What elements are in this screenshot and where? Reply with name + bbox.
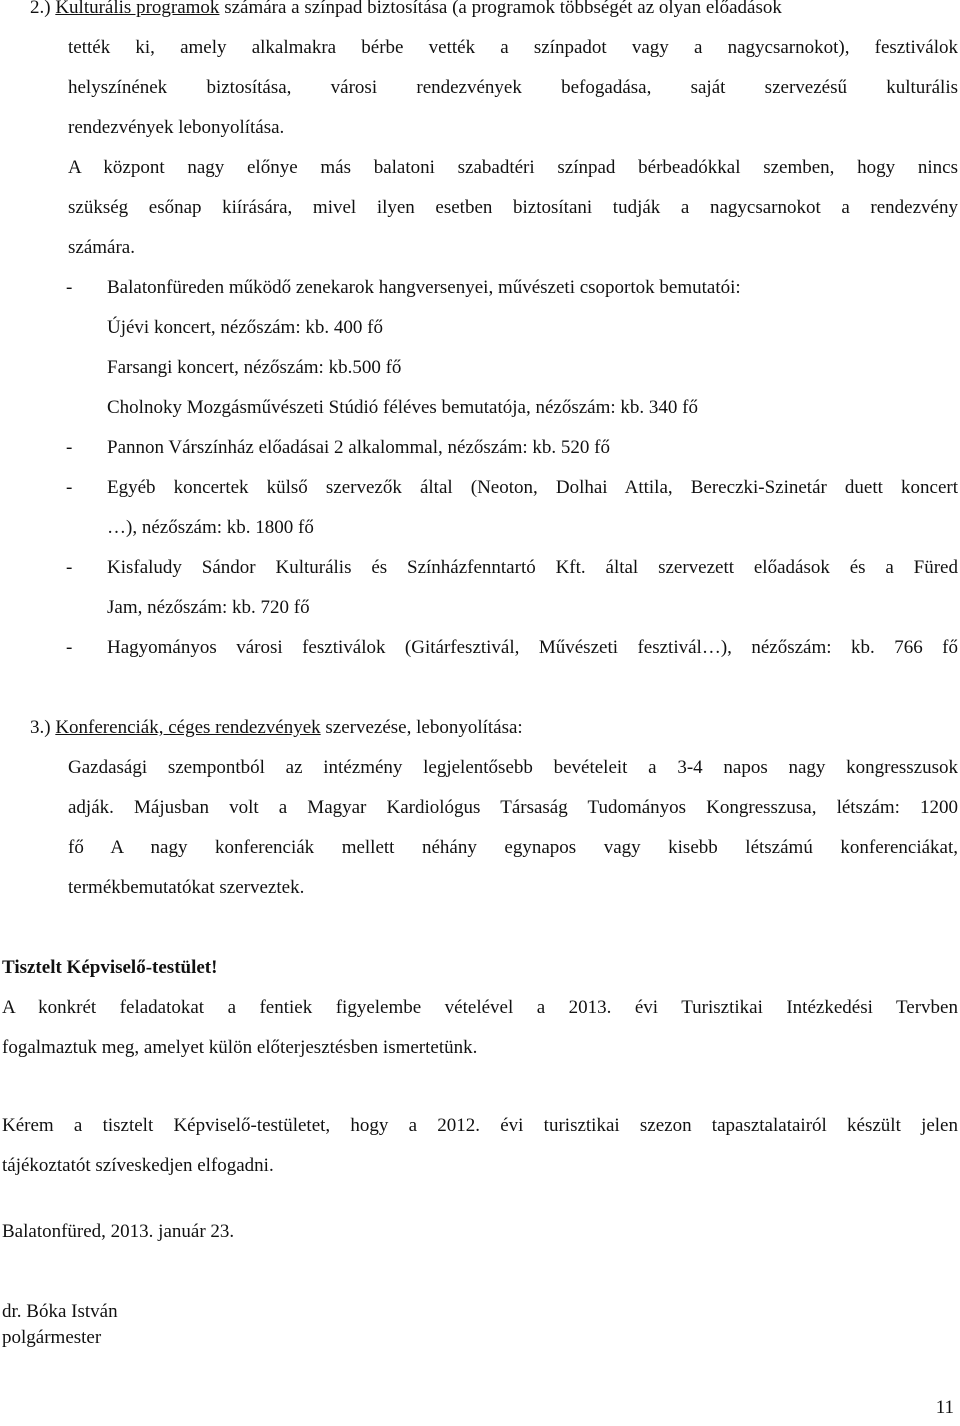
bullet-3-line2: …), nézőszám: kb. 1800 fő — [107, 517, 314, 538]
bullet-1-line2: Újévi koncert, nézőszám: kb. 400 fő — [107, 317, 383, 338]
bullet-dash: - — [66, 557, 73, 578]
bullet-1-line4: Cholnoky Mozgásművészeti Stúdió féléves bemutatója, nézőszám: kb. 340 fő — [107, 397, 698, 418]
bullet-1-line3: Farsangi koncert, nézőszám: kb.500 fő — [107, 357, 402, 378]
section3-title-rest: szervezése, lebonyolítása: — [320, 717, 523, 738]
bullet-dash: - — [66, 477, 73, 498]
bullet-3-line1: Egyéb koncertek külső szervezők által (Neoton, Dolhai Attila, Bereczki-Szinetár duett koncert — [107, 477, 958, 498]
page-number: 11 — [935, 1397, 954, 1418]
section3-heading — [30, 716, 523, 740]
bullet-4-line2: Jam, nézőszám: kb. 720 fő — [107, 597, 310, 618]
section2-title-link: Kulturális programok — [55, 0, 220, 18]
section2-para-line2: szükség esőnap kiírására, mivel ilyen esetben biztosítani tudják a nagycsarnokot a rendezvény — [68, 197, 958, 218]
closing-p1-line1: A konkrét feladatokat a fentiek figyelembe vételével a 2013. évi Turisztikai Intézkedési Tervben — [2, 997, 958, 1018]
closing-p1-line2: fogalmaztuk meg, amelyet külön előterjesztésben ismertetünk. — [2, 1037, 478, 1058]
signer-title: polgármester — [2, 1327, 102, 1348]
section3-line2: adják. Májusban volt a Magyar Kardiológus Társaság Tudományos Kongresszusa, létszám: 1200 — [68, 797, 958, 818]
closing-p2-line1: Kérem a tisztelt Képviselő-testületet, hogy a 2012. évi turisztikai szezon tapasztalatairól készült jelen — [2, 1115, 958, 1136]
bullet-dash: - — [66, 637, 73, 658]
section2-line4: rendezvények lebonyolítása. — [68, 117, 285, 138]
section2-number: 2.) — [30, 0, 51, 18]
bullet-1-line1: Balatonfüreden működő zenekarok hangversenyei, művészeti csoportok bemutatói: — [107, 277, 741, 298]
bullet-dash: - — [66, 437, 73, 458]
section2-para-line3: számára. — [68, 237, 135, 258]
section2-para-line1: A központ nagy előnye más balatoni szabadtéri színpad bérbeadókkal szemben, hogy nincs — [68, 157, 958, 178]
place-date: Balatonfüred, 2013. január 23. — [2, 1221, 235, 1242]
signer-name: dr. Bóka István — [2, 1301, 118, 1322]
section3-line4: termékbemutatókat szerveztek. — [68, 877, 305, 898]
section3-title-link: Konferenciák, céges rendezvények — [55, 717, 321, 738]
section2-line3: helyszínének biztosítása, városi rendezvények befogadása, saját szervezésű kulturális — [68, 77, 958, 98]
bullet-2-line1: Pannon Várszínház előadásai 2 alkalommal, nézőszám: kb. 520 fő — [107, 437, 610, 458]
section2-title-rest: számára a színpad biztosítása (a programok többségét az olyan előadások — [219, 0, 782, 18]
section3-number: 3.) — [30, 717, 51, 738]
bullet-4-line1: Kisfaludy Sándor Kulturális és Színházfenntartó Kft. által szervezett előadások és a Füred — [107, 557, 958, 578]
bullet-dash: - — [66, 277, 73, 298]
section2-heading — [30, 0, 782, 20]
salutation: Tisztelt Képviselő-testület! — [2, 957, 218, 978]
closing-p2-line2: tájékoztatót szíveskedjen elfogadni. — [2, 1155, 274, 1176]
section3-line1: Gazdasági szempontból az intézmény legjelentősebb bevételeit a 3-4 napos nagy kongresszusok — [68, 757, 958, 778]
section2-line2: tették ki, amely alkalmakra bérbe vették a színpadot vagy a nagycsarnokot), fesztiválok — [68, 37, 958, 58]
bullet-5-line1: Hagyományos városi fesztiválok (Gitárfesztivál, Művészeti fesztivál…), nézőszám: kb. 766 fő — [107, 637, 958, 658]
section3-line3: fő A nagy konferenciák mellett néhány egynapos vagy kisebb létszámú konferenciákat, — [68, 837, 958, 858]
